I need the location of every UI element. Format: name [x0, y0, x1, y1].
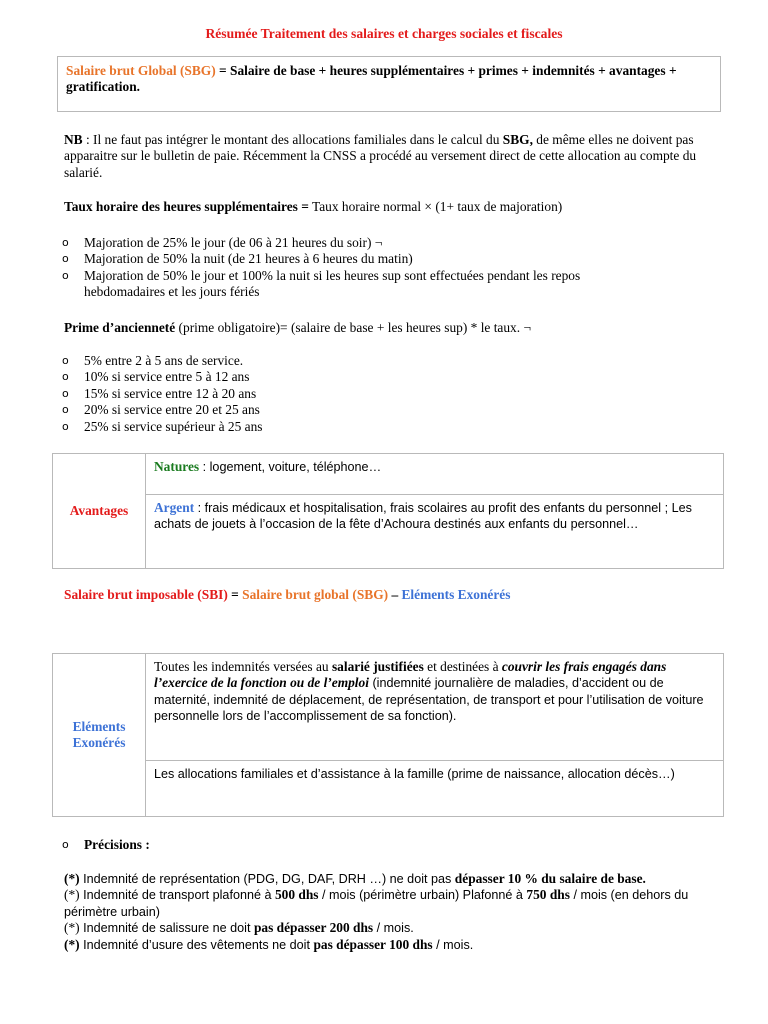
sbi-formula: Salaire brut imposable (SBI) = Salaire brut global (SBG) – Eléments Exonérés [64, 587, 511, 602]
list-item: o 15% si service entre 12 à 20 ans [62, 385, 257, 401]
sbg-definition-box [57, 56, 721, 112]
anciennete-list [62, 353, 722, 435]
list-item: o 20% si service entre 20 et 25 ans [62, 402, 260, 418]
exoneres-table [52, 653, 724, 817]
bullet-icon: o [62, 252, 69, 266]
precisions-heading [62, 837, 722, 853]
exoneres-row-1: Toutes les indemnités versées au salarié justifiées et destinées à couvrir les frais engagés dans l’exercice de la fonction ou de l’emploi (indemnité journalière de maladies, d’accident ou de maternité, indemnité de déplacement, de représentation, de transport et pour l’utilisation de voiture personnelle lors de l’accomplissement de sa fonction). [146, 654, 724, 761]
bullet-icon: o [62, 268, 69, 282]
nb-sbg: SBG, [502, 132, 533, 147]
nb-label: NB [64, 132, 83, 147]
sbi-exoneres: Eléments Exonérés [401, 587, 511, 602]
sbg-term: Salaire brut Global (SBG) [66, 63, 216, 78]
bullet-icon: o [62, 354, 69, 367]
list-item: o 10% si service entre 5 à 12 ans [62, 369, 250, 385]
avantages-header: Avantages [53, 454, 146, 569]
list-item: o Majoration de 25% le jour (de 06 à 21 heures du soir) ¬ [62, 235, 383, 250]
prime-label: Prime d’ancienneté [64, 320, 176, 335]
bullet-icon: o [62, 419, 69, 433]
natures-label: Natures [154, 459, 200, 474]
bullet-icon: o [62, 370, 69, 384]
avantages-table [52, 453, 724, 569]
argent-label: Argent [154, 500, 195, 515]
sbi-term: Salaire brut imposable (SBI) [64, 587, 228, 602]
precisions-list [64, 871, 716, 953]
argent-cell [146, 495, 724, 569]
bullet-icon: o [62, 838, 69, 851]
sbg-definition: = Salaire de base + heures supplémentaires + primes + indemnités + avantages + gratification. [66, 63, 677, 95]
bullet-icon: o [62, 403, 69, 417]
bullet-icon: o [62, 386, 69, 400]
taux-text: Taux horaire normal × (1+ taux de majoration) [308, 199, 563, 214]
list-item: o Majoration de 50% le jour et 100% la nuit si les heures sup sont effectuées pendant les repos hebdomadaires et les jours fériés [62, 267, 581, 300]
sbi-sbg: Salaire brut global (SBG) [242, 587, 389, 602]
taux-horaire-paragraph [64, 199, 716, 215]
precision-item: (*) Indemnité de transport plafonné à 500 dhs / mois (périmètre urbain) Plafonné à 750 dhs / mois (en dehors du périmètre urbain) [64, 887, 689, 919]
prime-anciennete-paragraph [64, 320, 716, 336]
precision-item: (*) Indemnité de salissure ne doit pas dépasser 200 dhs / mois. [64, 920, 414, 936]
nb-paragraph [64, 132, 716, 181]
list-item: o 25% si service supérieur à 25 ans [62, 418, 263, 434]
list-item: o 5% entre 2 à 5 ans de service. [62, 353, 244, 368]
bullet-icon: o [62, 236, 69, 249]
precisions-label: Précisions : [84, 837, 150, 852]
nb-text-2: de même elles ne doivent pas apparaitre sur le bulletin de paie. Récemment la CNSS a procédé au versement direct de cette allocation au compte du salarié. [64, 132, 697, 180]
exoneres-row-2: Les allocations familiales et d’assistance à la famille (prime de naissance, allocation décès…) [146, 761, 724, 817]
majoration-list [62, 235, 722, 301]
prime-text: (prime obligatoire)= (salaire de base + les heures sup) * le taux. ¬ [175, 320, 532, 335]
natures-cell [146, 454, 724, 495]
precision-item: (*) Indemnité d’usure des vêtements ne doit pas dépasser 100 dhs / mois. [64, 936, 474, 952]
list-item [62, 837, 722, 853]
taux-label: Taux horaire des heures supplémentaires = [64, 199, 309, 214]
list-item: o Majoration de 50% la nuit (de 21 heures à 6 heures du matin) [62, 251, 413, 267]
page-title: Résumée Traitement des salaires et charges sociales et fiscales [205, 26, 563, 41]
natures-text: : logement, voiture, téléphone… [199, 460, 382, 474]
exoneres-header: Eléments Exonérés [53, 654, 146, 817]
argent-text: : frais médicaux et hospitalisation, frais scolaires au profit des enfants du personnel ; Les achats de jouets à l’occasion de la fête d’Achoura destinés aux enfants du personnel… [154, 501, 692, 532]
nb-text-1: : Il ne faut pas intégrer le montant des allocations familiales dans le calcul du [82, 132, 503, 147]
precision-item: (*) Indemnité de représentation (PDG, DG, DAF, DRH …) ne doit pas dépasser 10 % du salaire de base. [64, 871, 646, 886]
